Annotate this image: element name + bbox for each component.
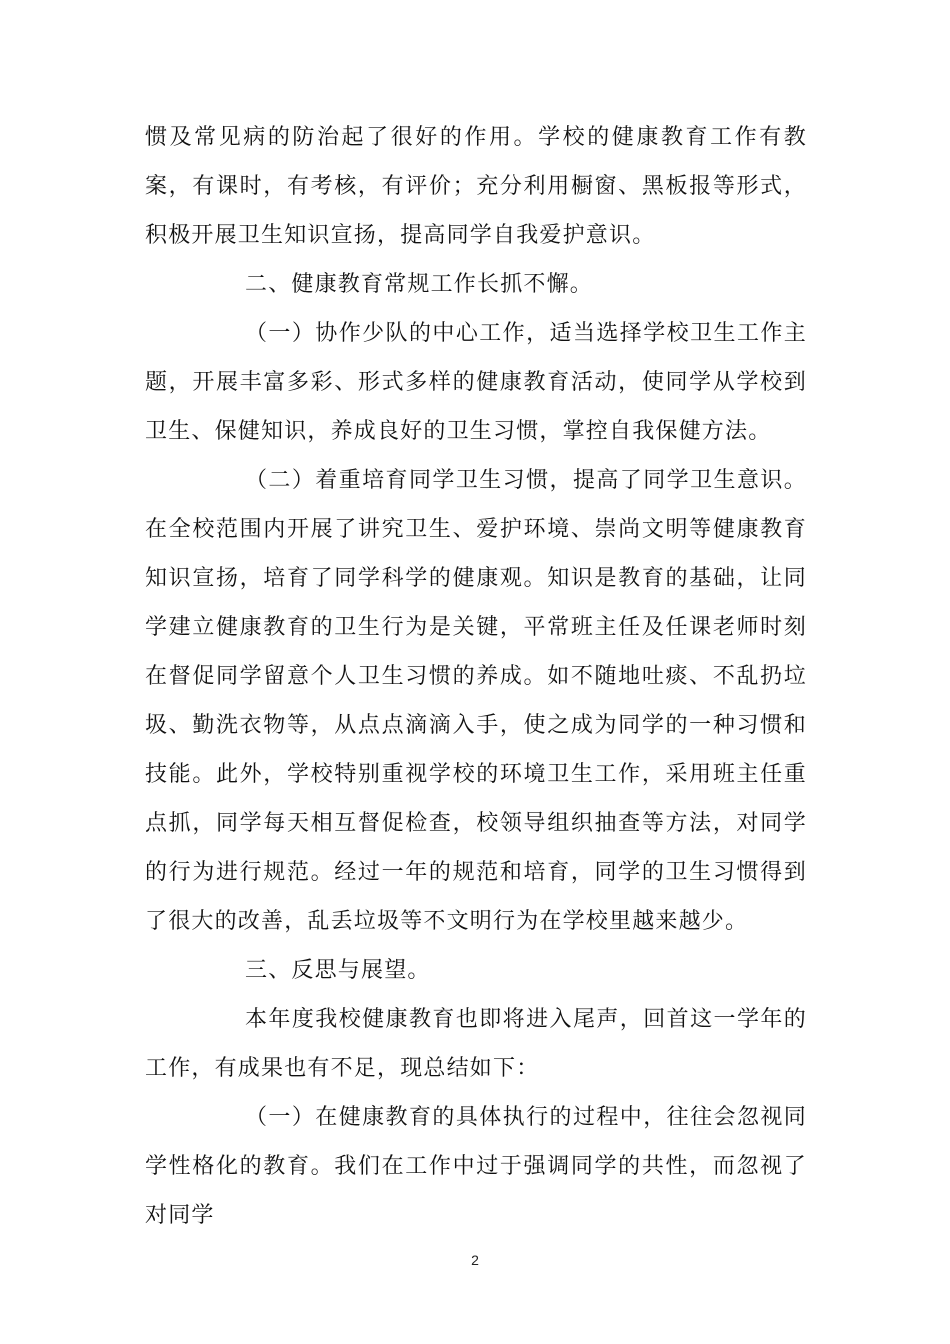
section-heading-3: 三、反思与展望。 [245,958,431,983]
paragraph-item-3-1: （一）在健康教育的具体执行的过程中，往往会忽视同学性格化的教育。我们在工作中过于强调同学的共性，而忽视了对同学 [145,1105,807,1228]
paragraph-continuation: 惯及常见病的防治起了很好的作用。学校的健康教育工作有教案，有课时，有考核，有评价；充分利用橱窗、黑板报等形式，积极开展卫生知识宣扬，提高同学自我爱护意识。 [145,125,807,248]
document-body [145,113,807,1240]
paragraph-item-2-2: （二）着重培育同学卫生习惯，提高了同学卫生意识。在全校范围内开展了讲究卫生、爱护环境、崇尚文明等健康教育知识宣扬，培育了同学科学的健康观。知识是教育的基础，让同学建立健康教育的卫生行为是关键，平常班主任及任课老师时刻在督促同学留意个人卫生习惯的养成。如不随地吐痰、不乱扔垃圾、勤洗衣物等，从点点滴滴入手，使之成为同学的一种习惯和技能。此外，学校特别重视学校的环境卫生工作，采用班主任重点抓，同学每天相互督促检查，校领导组织抽查等方法，对同学的行为进行规范。经过一年的规范和培育，同学的卫生习惯得到了很大的改善，乱丢垃圾等不文明行为在学校里越来越少。 [145,468,807,934]
paragraph-summary-intro: 本年度我校健康教育也即将进入尾声，回首这一学年的工作，有成果也有不足，现总结如下： [145,1007,807,1081]
paragraph-item-2-1: （一）协作少队的中心工作，适当选择学校卫生工作主题，开展丰富多彩、形式多样的健康教育活动，使同学从学校到卫生、保健知识，养成良好的卫生习惯，掌控自我保健方法。 [145,321,807,444]
section-heading-2: 二、健康教育常规工作长抓不懈。 [245,272,594,297]
page-number: 2 [471,1252,479,1268]
